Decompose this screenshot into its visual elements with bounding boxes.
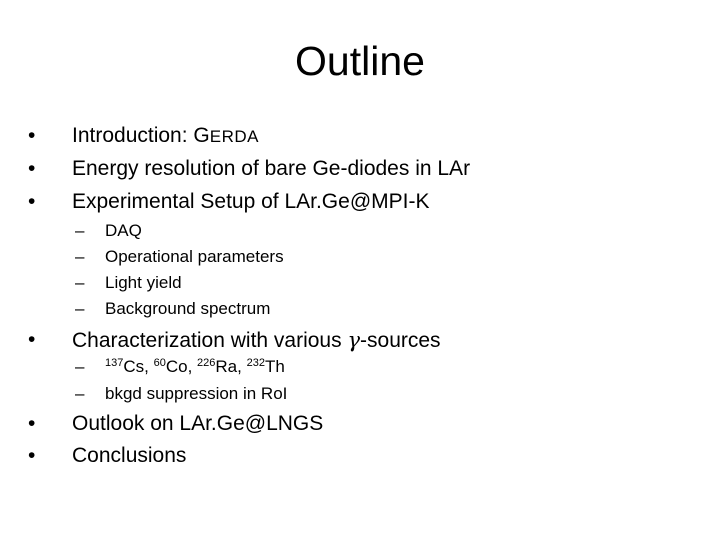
bullet: • <box>28 190 36 213</box>
subitem-label: bkgd suppression in RoI <box>105 384 288 403</box>
bullet: • <box>28 328 36 351</box>
dash-bullet: – <box>75 273 85 292</box>
subitem-label: Background spectrum <box>105 299 271 318</box>
isotope-list: $^{137}$Cs, $^{60}$Co, $^{226}$Ra, $^{232}$Th <box>105 357 285 376</box>
subitem-label: Operational parameters <box>105 247 284 266</box>
outline-item-label: Characterization with various γ-sources <box>72 328 441 352</box>
dash-bullet: – <box>75 357 85 376</box>
outline-item-label: Outlook on LAr.Ge@LNGS <box>72 412 324 435</box>
bullet: • <box>28 157 36 180</box>
dash-bullet: – <box>75 247 85 266</box>
bullet: • <box>28 412 36 435</box>
subitem-label: Light yield <box>105 273 182 292</box>
gamma-symbol: γ <box>347 328 361 352</box>
bullet: • <box>28 444 36 467</box>
bullet: • <box>28 124 36 147</box>
outline-item-label: Conclusions <box>72 444 187 467</box>
dash-bullet: – <box>75 299 85 318</box>
subitem-label: DAQ <box>105 221 142 240</box>
outline-item-label: Experimental Setup of LAr.Ge@MPI-K <box>72 190 430 213</box>
dash-bullet: – <box>75 384 85 403</box>
dash-bullet: – <box>75 221 85 240</box>
slide-title: Outline <box>295 38 425 84</box>
outline-item-label: Energy resolution of bare Ge-diodes in LAr <box>72 157 471 180</box>
outline-item-label: Introduction: GERDA <box>72 124 259 147</box>
